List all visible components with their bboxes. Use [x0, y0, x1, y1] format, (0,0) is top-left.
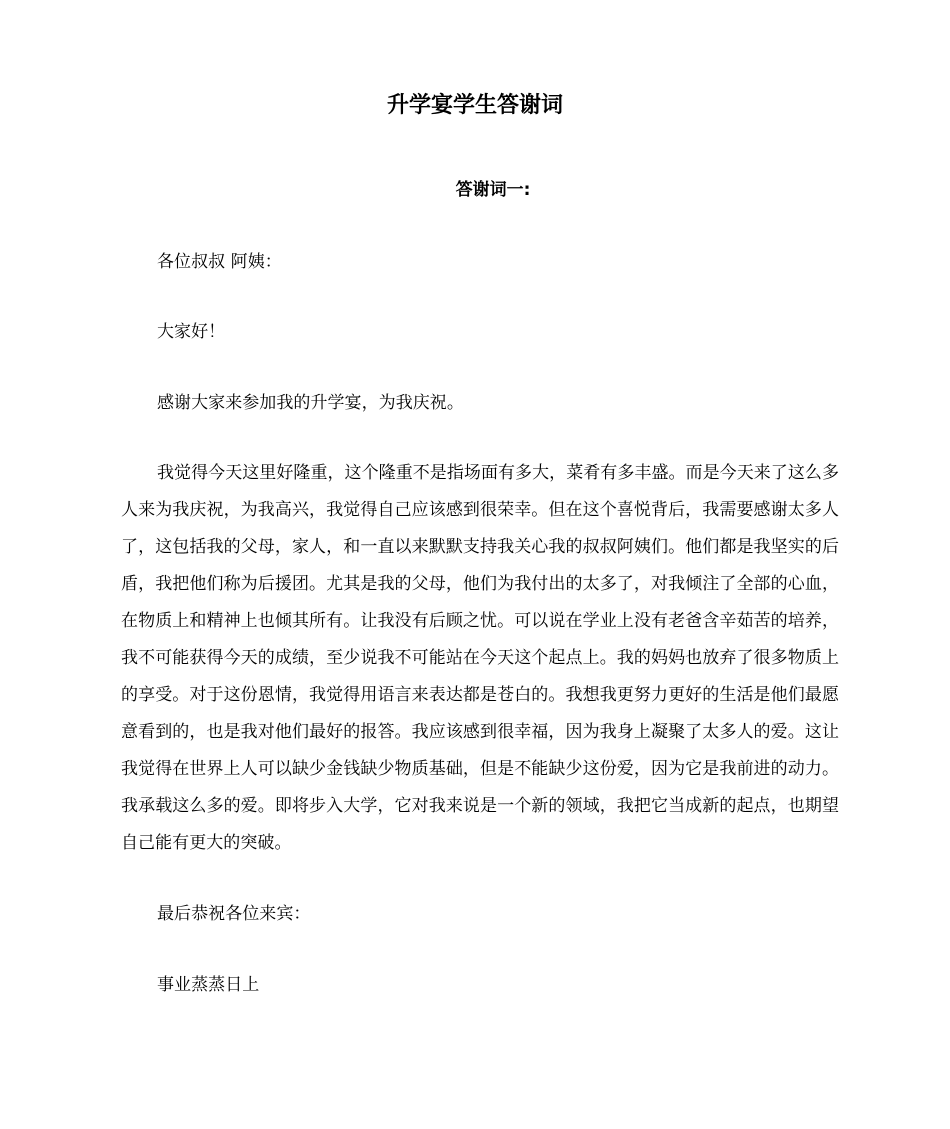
document-title: 升学宴学生答谢词 — [386, 93, 563, 118]
body-paragraph: 我觉得今天这里好隆重，这个隆重不是指场面有多大，菜肴有多丰盛。而是今天来了这么多人来为我庆祝，为我高兴，我觉得自己应该感到很荣幸。但在这个喜悦背后，我需要感谢太多人了，这包括我的父母，家人，和一直以来默默支持我关心我的叔叔阿姨们。他们都是我坚实的后盾，我把他们称为后援团。尤其是我的父母，他们为我付出的太多了，对我倾注了全部的心血，在物质上和精神上也倾其所有。让我没有后顾之忧。可以说在学业上没有老爸含辛茹苦的培养，我不可能获得今天的成绩，至少说我不可能站在今天这个起点上。我的妈妈也放弃了很多物质上的享受。对于这份恩情，我觉得用语言来表达都是苍白的。我想我更努力更好的生活是他们最愿意看到的，也是我对他们最好的报答。我应该感到很幸福，因为我身上凝聚了太多人的爱。这让我觉得在世界上人可以缺少金钱缺少物质基础，但是不能缺少这份爱，因为它是我前进的动力。我承载这么多的爱。即将步入大学，它对我来说是一个新的领域，我把它当成新的起点，也期望自己能有更大的突破。 — [121, 463, 839, 853]
thanks-paragraph: 感谢大家来参加我的升学宴，为我庆祝。 — [157, 393, 464, 413]
closing-paragraph: 最后恭祝各位来宾： — [157, 904, 311, 924]
hello-paragraph: 大家好！ — [157, 322, 226, 342]
wish-paragraph: 事业蒸蒸日上 — [157, 975, 260, 995]
greeting-paragraph: 各位叔叔 阿姨： — [157, 252, 282, 272]
section-heading: 答谢词一: — [455, 180, 531, 200]
